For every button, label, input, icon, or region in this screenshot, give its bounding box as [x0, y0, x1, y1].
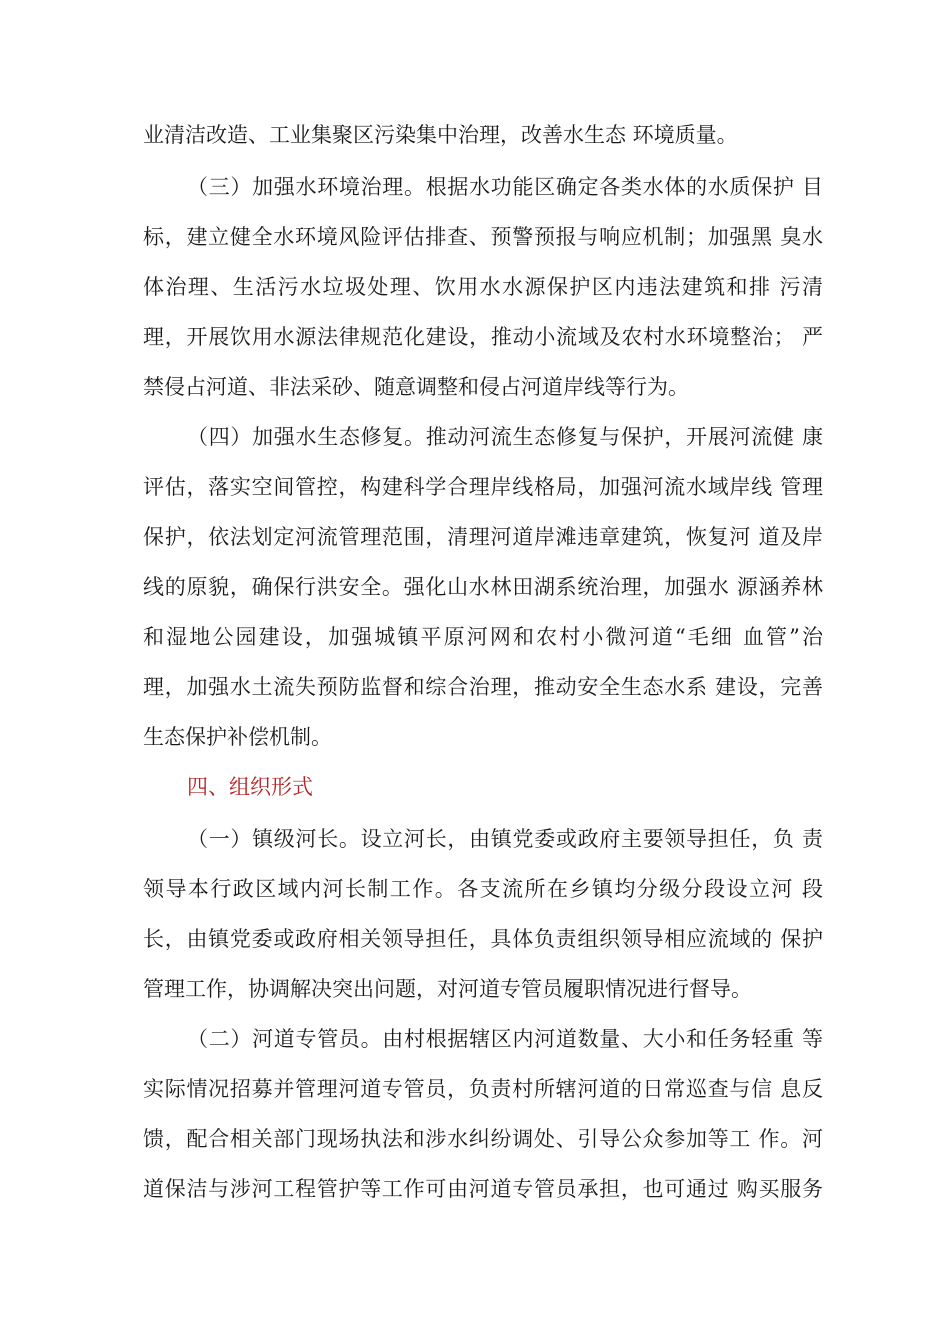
body-text-line: 道保洁与涉河工程管护等工作可由河道专管员承担，也可通过 购买服务 — [143, 1177, 823, 1201]
body-text-line: 管理工作，协调解决突出问题，对河道专管员履职情况进行督导。 — [143, 977, 752, 1001]
body-text-line: 体治理、生活污水垃圾处理、饮用水水源保护区内违法建筑和排 污清 — [143, 275, 823, 299]
paragraph-start-line: （一）镇级河长。设立河长，由镇党委或政府主要领导担任，负 责 — [187, 827, 823, 851]
body-text-line: 长，由镇党委或政府相关领导担任，具体负责组织领导相应流域的 保护 — [143, 927, 823, 951]
body-text-line: 领导本行政区域内河长制工作。各支流所在乡镇均分级分段设立河 段 — [143, 877, 823, 901]
section-heading: 四、组织形式 — [187, 775, 313, 799]
body-text-line: 馈，配合相关部门现场执法和涉水纠纷调处、引导公众参加等工 作。河 — [143, 1127, 823, 1151]
body-text-line: 标，建立健全水环境风险评估排查、预警预报与响应机制；加强黑 臭水 — [143, 225, 823, 249]
body-text-line: 线的原貌，确保行洪安全。强化山水林田湖系统治理，加强水 源涵养林 — [143, 575, 823, 599]
body-text-line: 实际情况招募并管理河道专管员，负责村所辖河道的日常巡查与信 息反 — [143, 1077, 823, 1101]
body-text-line: 保护，依法划定河流管理范围，清理河道岸滩违章建筑，恢复河 道及岸 — [143, 525, 823, 549]
body-text-line: 评估，落实空间管控，构建科学合理岸线格局，加强河流水域岸线 管理 — [143, 475, 823, 499]
body-text-line: 生态保护补偿机制。 — [143, 725, 332, 749]
body-text-line: 禁侵占河道、非法采砂、随意调整和侵占河道岸线等行为。 — [143, 375, 689, 399]
body-text-line: 理，加强水土流失预防监督和综合治理，推动安全生态水系 建设，完善 — [143, 675, 823, 699]
paragraph-start-line: （三）加强水环境治理。根据水功能区确定各类水体的水质保护 目 — [187, 175, 823, 199]
body-text-line: 业清洁改造、工业集聚区污染集中治理，改善水生态 环境质量。 — [143, 123, 738, 147]
body-text-line: 和湿地公园建设，加强城镇平原河网和农村小微河道“毛细 血管”治 — [143, 625, 823, 649]
paragraph-start-line: （四）加强水生态修复。推动河流生态修复与保护，开展河流健 康 — [187, 425, 823, 449]
body-text-line: 理，开展饮用水源法律规范化建设，推动小流域及农村水环境整治； 严 — [143, 325, 823, 349]
paragraph-start-line: （二）河道专管员。由村根据辖区内河道数量、大小和任务轻重 等 — [187, 1027, 823, 1051]
